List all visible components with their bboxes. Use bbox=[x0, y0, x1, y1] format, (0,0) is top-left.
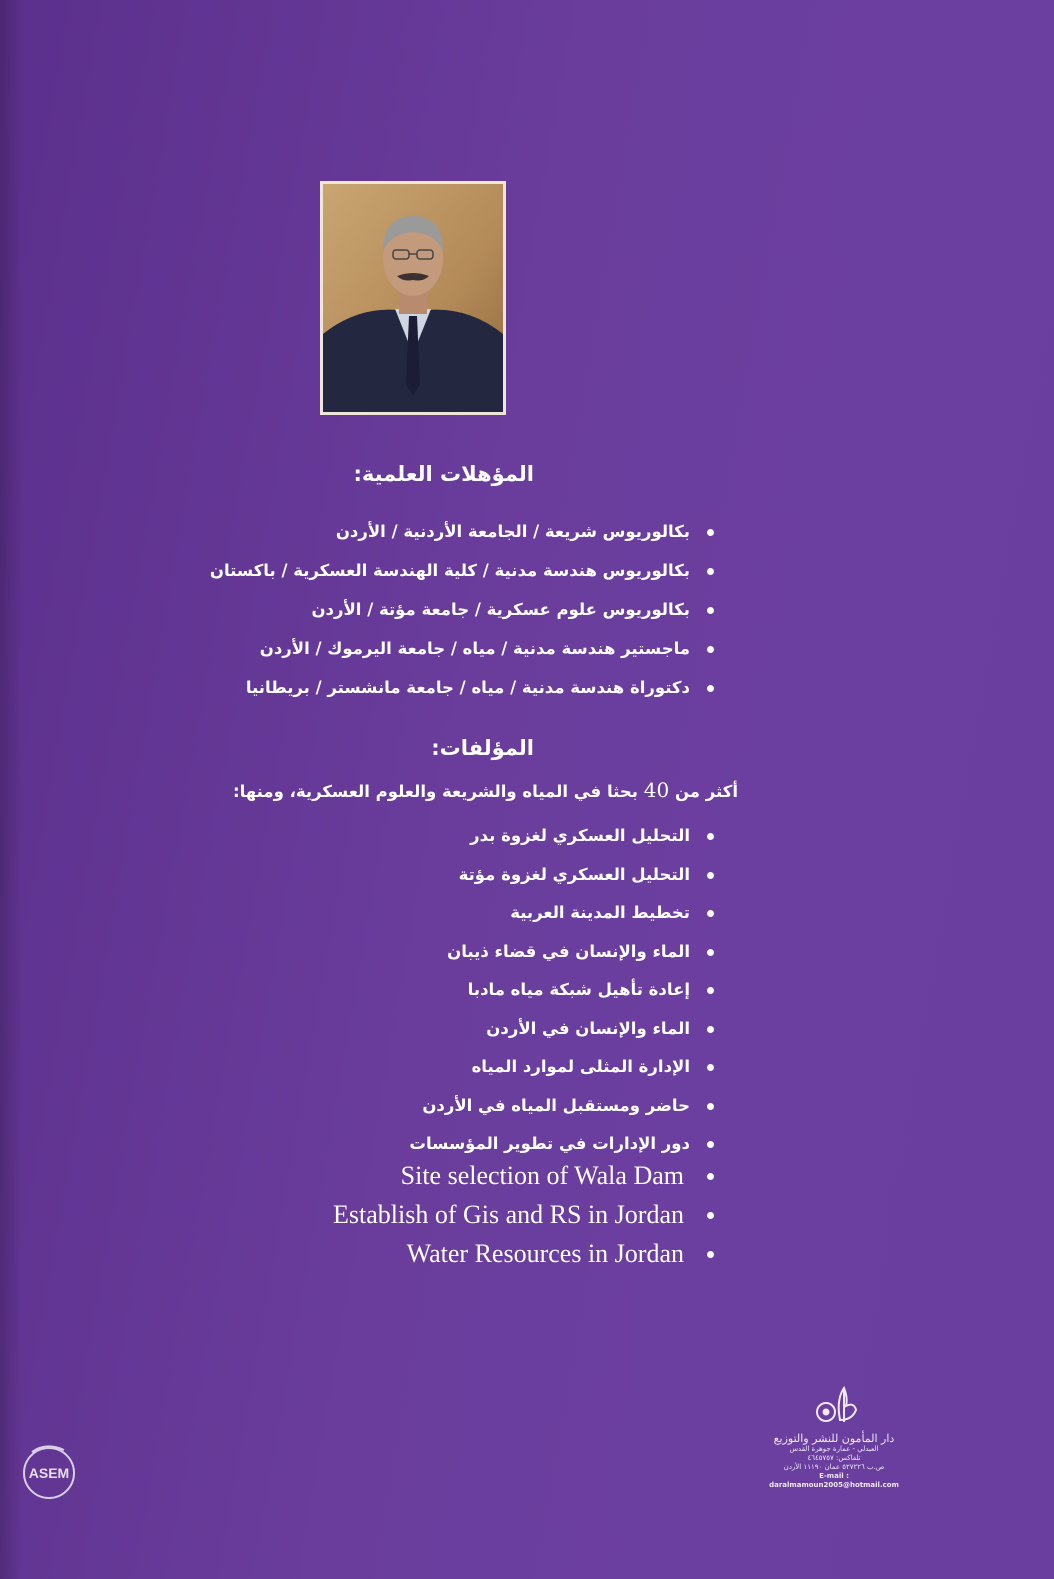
bullet-icon bbox=[707, 646, 714, 653]
list-item: Site selection of Wala Dam bbox=[333, 1156, 714, 1195]
publisher-address: العبدلي - عمارة جوهرة القدس bbox=[789, 1445, 879, 1453]
bullet-icon bbox=[707, 1173, 714, 1180]
publisher-pobox: ص.ب ٥٢٧٢٢٦ عمان ١١١٩٠ الأردن bbox=[783, 1463, 885, 1471]
list-item: الإدارة المثلى لموارد المياه bbox=[409, 1048, 714, 1087]
bullet-icon bbox=[707, 910, 714, 917]
publisher-email: E-mail : daralmamoun2005@hotmail.com bbox=[769, 1472, 899, 1489]
bullet-icon bbox=[707, 685, 714, 692]
list-item: إعادة تأهيل شبكة مياه مادبا bbox=[409, 971, 714, 1010]
list-item: التحليل العسكري لغزوة بدر bbox=[409, 817, 714, 856]
bullet-icon bbox=[707, 529, 714, 536]
list-item: الماء والإنسان في قضاء ذيبان bbox=[409, 933, 714, 972]
bullet-icon bbox=[707, 987, 714, 994]
list-item: بكالوريوس علوم عسكرية / جامعة مؤتة / الأردن bbox=[210, 590, 714, 629]
asem-logo-text: ASEM bbox=[28, 1465, 70, 1481]
list-item: حاضر ومستقبل المياه في الأردن bbox=[409, 1087, 714, 1126]
bullet-icon bbox=[707, 568, 714, 575]
asem-logo bbox=[18, 1440, 80, 1502]
bullet-icon bbox=[707, 872, 714, 879]
list-item: بكالوريوس هندسة مدنية / كلية الهندسة العسكرية / باكستان bbox=[210, 551, 714, 590]
publisher-block bbox=[754, 1380, 914, 1490]
works-count: 40 bbox=[643, 778, 670, 802]
bullet-icon bbox=[707, 1103, 714, 1110]
publisher-phone: تلفاكس: ٤٦٤٥٧٥٧ bbox=[807, 1454, 861, 1462]
bullet-icon bbox=[707, 1026, 714, 1033]
works-heading: المؤلفات: bbox=[431, 736, 534, 760]
works-intro: أكثر من 40 بحثا في المياه والشريعة والعلوم العسكرية، ومنها: bbox=[232, 778, 738, 802]
list-item: دور الإدارات في تطوير المؤسسات bbox=[409, 1125, 714, 1164]
bullet-icon bbox=[707, 1141, 714, 1148]
qualifications-heading: المؤهلات العلمية: bbox=[353, 462, 534, 486]
list-item: ماجستير هندسة مدنية / مياه / جامعة اليرموك / الأردن bbox=[210, 629, 714, 668]
bullet-icon bbox=[707, 949, 714, 956]
list-item: Establish of Gis and RS in Jordan bbox=[333, 1195, 714, 1234]
list-item: الماء والإنسان في الأردن bbox=[409, 1010, 714, 1049]
bullet-icon bbox=[707, 1251, 714, 1258]
list-item: التحليل العسكري لغزوة مؤتة bbox=[409, 856, 714, 895]
qualifications-list bbox=[210, 512, 714, 707]
list-item: تخطيط المدينة العربية bbox=[409, 894, 714, 933]
publisher-logo-icon bbox=[804, 1380, 864, 1430]
bullet-icon bbox=[707, 833, 714, 840]
author-photo bbox=[320, 181, 506, 415]
bullet-icon bbox=[707, 1064, 714, 1071]
english-works-list bbox=[333, 1156, 714, 1273]
bullet-icon bbox=[707, 607, 714, 614]
works-list bbox=[409, 817, 714, 1164]
publisher-name: دار المأمون للنشر والتوزيع bbox=[773, 1432, 895, 1445]
list-item: Water Resources in Jordan bbox=[333, 1234, 714, 1273]
spine-shade bbox=[0, 0, 22, 1579]
list-item: دكتوراة هندسة مدنية / مياه / جامعة مانشستر / بريطانيا bbox=[210, 668, 714, 707]
list-item: بكالوريوس شريعة / الجامعة الأردنية / الأردن bbox=[210, 512, 714, 551]
bullet-icon bbox=[707, 1212, 714, 1219]
